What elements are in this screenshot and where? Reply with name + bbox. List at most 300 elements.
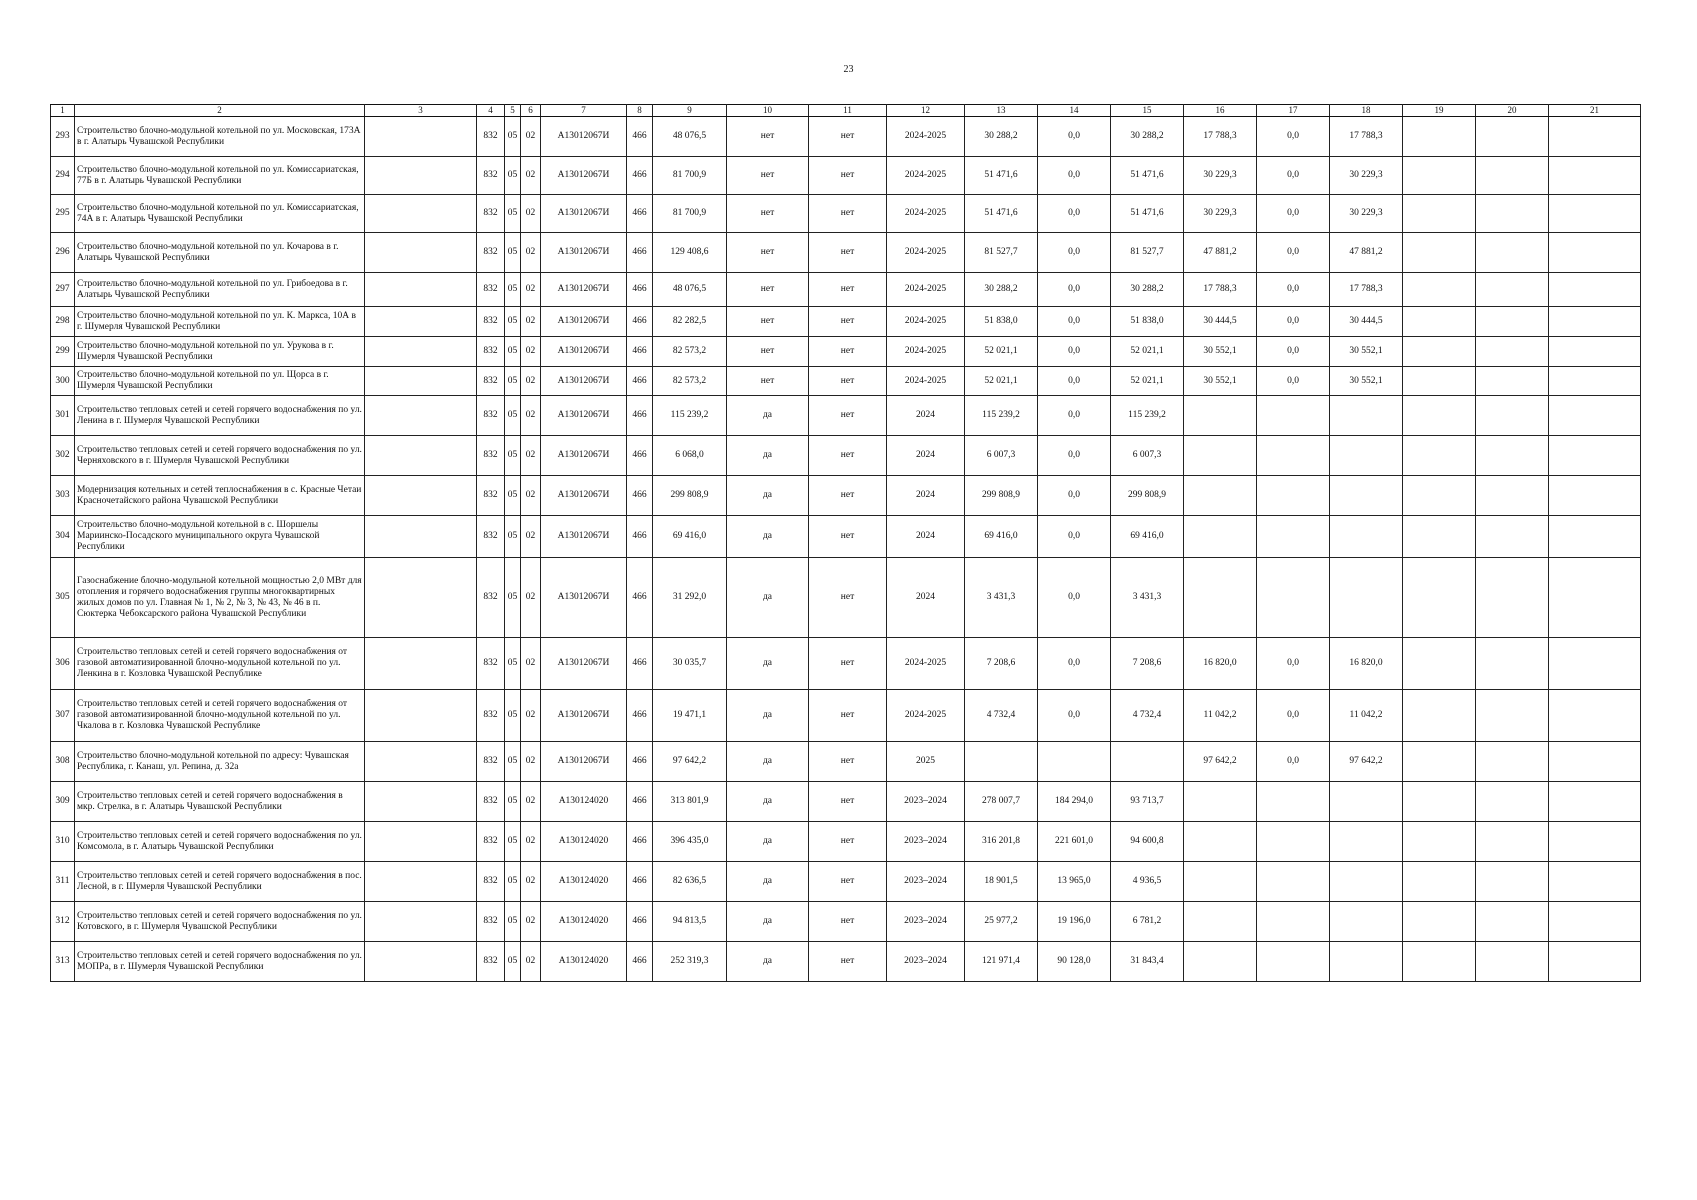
cell-col-4: 832: [477, 195, 505, 233]
column-header-4: 4: [477, 105, 505, 117]
cell-col-17: [1257, 516, 1330, 558]
cell-col-11: нет: [809, 638, 887, 690]
cell-col-11: нет: [809, 942, 887, 982]
cell-col-18: 11 042,2: [1330, 690, 1403, 742]
cell-col-10: да: [727, 782, 809, 822]
cell-col-12: 2024: [887, 436, 965, 476]
cell-col-21: [1549, 273, 1641, 307]
cell-col-15: 51 471,6: [1111, 195, 1184, 233]
cell-col-15: 6 007,3: [1111, 436, 1184, 476]
cell-col-9: 82 573,2: [653, 337, 727, 367]
cell-col-14: 19 196,0: [1038, 902, 1111, 942]
cell-col-21: [1549, 337, 1641, 367]
cell-col-17: [1257, 782, 1330, 822]
object-name-cell: Строительство блочно-модульной котельной по ул. Грибоедова в г. Алатырь Чувашской Республики: [75, 273, 365, 307]
cell-col-12: 2024-2025: [887, 233, 965, 273]
cell-col-21: [1549, 902, 1641, 942]
cell-col-6: 02: [521, 367, 541, 396]
column-header-18: 18: [1330, 105, 1403, 117]
row-number-cell: 307: [51, 690, 75, 742]
cell-col-20: [1476, 273, 1549, 307]
cell-col-20: [1476, 516, 1549, 558]
cell-col-19: [1403, 337, 1476, 367]
cell-col-14: 0,0: [1038, 690, 1111, 742]
object-name-cell: Строительство блочно-модульной котельной по ул. Московская, 173А в г. Алатырь Чувашской Республики: [75, 117, 365, 157]
cell-col-18: [1330, 436, 1403, 476]
cell-col-6: 02: [521, 690, 541, 742]
cell-col-18: [1330, 396, 1403, 436]
cell-col-16: [1184, 396, 1257, 436]
cell-col-3: [365, 516, 477, 558]
cell-col-3: [365, 942, 477, 982]
cell-col-14: 0,0: [1038, 558, 1111, 638]
cell-col-17: [1257, 902, 1330, 942]
cell-col-7: А130124020: [541, 942, 627, 982]
cell-col-9: 69 416,0: [653, 516, 727, 558]
table-row: [51, 638, 1641, 690]
object-name-cell: Модернизация котельных и сетей теплоснабжения в с. Красные Четаи Красночетайского района Чувашской Республики: [75, 476, 365, 516]
cell-col-7: А13012067И: [541, 233, 627, 273]
cell-col-8: 466: [627, 436, 653, 476]
cell-col-14: 0,0: [1038, 117, 1111, 157]
cell-col-6: 02: [521, 436, 541, 476]
cell-col-7: А13012067И: [541, 476, 627, 516]
cell-col-14: 221 601,0: [1038, 822, 1111, 862]
cell-col-4: 832: [477, 117, 505, 157]
cell-col-16: 30 229,3: [1184, 195, 1257, 233]
cell-col-12: 2024: [887, 476, 965, 516]
cell-col-6: 02: [521, 822, 541, 862]
investment-projects-table: [50, 104, 1641, 982]
column-header-19: 19: [1403, 105, 1476, 117]
cell-col-3: [365, 558, 477, 638]
column-number-header-row: [51, 105, 1641, 117]
table-row: [51, 558, 1641, 638]
cell-col-21: [1549, 742, 1641, 782]
cell-col-6: 02: [521, 337, 541, 367]
cell-col-12: 2025: [887, 742, 965, 782]
cell-col-20: [1476, 195, 1549, 233]
cell-col-21: [1549, 367, 1641, 396]
object-name-cell: Строительство тепловых сетей и сетей горячего водоснабжения по ул. Комсомола, в г. Алатырь Чувашской Республики: [75, 822, 365, 862]
cell-col-10: нет: [727, 157, 809, 195]
cell-col-5: 05: [505, 273, 521, 307]
cell-col-10: нет: [727, 367, 809, 396]
cell-col-9: 31 292,0: [653, 558, 727, 638]
cell-col-3: [365, 690, 477, 742]
cell-col-5: 05: [505, 396, 521, 436]
cell-col-20: [1476, 476, 1549, 516]
cell-col-3: [365, 273, 477, 307]
object-name-cell: Газоснабжение блочно-модульной котельной мощностью 2,0 МВт для отопления и горячего водоснабжения группы многоквартирных жилых домов по ул. Главная № 1, № 2, № 3, № 43, № 46 в п. Сюктерка Чебоксарского района Чувашской Республики: [75, 558, 365, 638]
cell-col-13: 299 808,9: [965, 476, 1038, 516]
cell-col-11: нет: [809, 195, 887, 233]
cell-col-9: 252 319,3: [653, 942, 727, 982]
table-row: [51, 117, 1641, 157]
cell-col-7: А130124020: [541, 862, 627, 902]
cell-col-12: 2023–2024: [887, 862, 965, 902]
cell-col-11: нет: [809, 902, 887, 942]
cell-col-16: 47 881,2: [1184, 233, 1257, 273]
table-row: [51, 307, 1641, 337]
object-name-cell: Строительство тепловых сетей и сетей горячего водоснабжения по ул. МОПРа, в г. Шумерля Чувашской Республики: [75, 942, 365, 982]
cell-col-8: 466: [627, 742, 653, 782]
cell-col-10: да: [727, 476, 809, 516]
cell-col-7: А13012067И: [541, 367, 627, 396]
cell-col-16: 17 788,3: [1184, 273, 1257, 307]
cell-col-21: [1549, 942, 1641, 982]
cell-col-17: [1257, 476, 1330, 516]
cell-col-18: 30 552,1: [1330, 337, 1403, 367]
object-name-cell: Строительство блочно-модульной котельной по ул. Щорса в г. Шумерля Чувашской Республики: [75, 367, 365, 396]
cell-col-16: 30 552,1: [1184, 367, 1257, 396]
cell-col-5: 05: [505, 742, 521, 782]
cell-col-13: 51 838,0: [965, 307, 1038, 337]
cell-col-3: [365, 638, 477, 690]
cell-col-8: 466: [627, 690, 653, 742]
cell-col-8: 466: [627, 942, 653, 982]
cell-col-15: 52 021,1: [1111, 337, 1184, 367]
cell-col-10: нет: [727, 273, 809, 307]
cell-col-16: 30 552,1: [1184, 337, 1257, 367]
cell-col-16: [1184, 436, 1257, 476]
cell-col-4: 832: [477, 337, 505, 367]
column-header-9: 9: [653, 105, 727, 117]
cell-col-5: 05: [505, 337, 521, 367]
table-row: [51, 367, 1641, 396]
cell-col-16: [1184, 558, 1257, 638]
cell-col-5: 05: [505, 638, 521, 690]
cell-col-8: 466: [627, 117, 653, 157]
cell-col-3: [365, 822, 477, 862]
cell-col-18: [1330, 942, 1403, 982]
column-header-1: 1: [51, 105, 75, 117]
cell-col-5: 05: [505, 862, 521, 902]
cell-col-3: [365, 195, 477, 233]
cell-col-7: А13012067И: [541, 638, 627, 690]
cell-col-8: 466: [627, 233, 653, 273]
row-number-cell: 301: [51, 396, 75, 436]
column-header-15: 15: [1111, 105, 1184, 117]
cell-col-11: нет: [809, 782, 887, 822]
cell-col-6: 02: [521, 396, 541, 436]
cell-col-13: 115 239,2: [965, 396, 1038, 436]
cell-col-13: 3 431,3: [965, 558, 1038, 638]
cell-col-21: [1549, 638, 1641, 690]
cell-col-15: 3 431,3: [1111, 558, 1184, 638]
cell-col-21: [1549, 690, 1641, 742]
cell-col-8: 466: [627, 782, 653, 822]
cell-col-9: 48 076,5: [653, 273, 727, 307]
row-number-cell: 298: [51, 307, 75, 337]
object-name-cell: Строительство блочно-модульной котельной в с. Шоршелы Мариинско-Посадского муниципального округа Чувашской Республики: [75, 516, 365, 558]
cell-col-21: [1549, 558, 1641, 638]
cell-col-17: 0,0: [1257, 307, 1330, 337]
cell-col-18: [1330, 902, 1403, 942]
cell-col-3: [365, 233, 477, 273]
cell-col-14: 0,0: [1038, 337, 1111, 367]
cell-col-10: да: [727, 942, 809, 982]
cell-col-13: 4 732,4: [965, 690, 1038, 742]
cell-col-13: 51 471,6: [965, 195, 1038, 233]
cell-col-3: [365, 396, 477, 436]
cell-col-18: [1330, 862, 1403, 902]
cell-col-9: 129 408,6: [653, 233, 727, 273]
cell-col-15: 30 288,2: [1111, 117, 1184, 157]
cell-col-16: 16 820,0: [1184, 638, 1257, 690]
cell-col-20: [1476, 367, 1549, 396]
cell-col-5: 05: [505, 436, 521, 476]
column-header-21: 21: [1549, 105, 1641, 117]
cell-col-12: 2024-2025: [887, 273, 965, 307]
cell-col-3: [365, 157, 477, 195]
cell-col-21: [1549, 516, 1641, 558]
cell-col-5: 05: [505, 117, 521, 157]
column-header-11: 11: [809, 105, 887, 117]
cell-col-8: 466: [627, 396, 653, 436]
cell-col-8: 466: [627, 902, 653, 942]
cell-col-4: 832: [477, 782, 505, 822]
cell-col-18: 47 881,2: [1330, 233, 1403, 273]
row-number-cell: 305: [51, 558, 75, 638]
cell-col-15: 94 600,8: [1111, 822, 1184, 862]
table-row: [51, 862, 1641, 902]
cell-col-13: 25 977,2: [965, 902, 1038, 942]
cell-col-8: 466: [627, 157, 653, 195]
cell-col-11: нет: [809, 558, 887, 638]
cell-col-7: А13012067И: [541, 436, 627, 476]
cell-col-3: [365, 367, 477, 396]
cell-col-10: да: [727, 690, 809, 742]
cell-col-5: 05: [505, 782, 521, 822]
cell-col-17: 0,0: [1257, 195, 1330, 233]
table-body: [51, 117, 1641, 982]
object-name-cell: Строительство блочно-модульной котельной по адресу: Чувашская Республика, г. Канаш, ул. Репина, д. 32а: [75, 742, 365, 782]
row-number-cell: 311: [51, 862, 75, 902]
cell-col-14: [1038, 742, 1111, 782]
cell-col-12: 2024-2025: [887, 157, 965, 195]
cell-col-18: 30 444,5: [1330, 307, 1403, 337]
cell-col-4: 832: [477, 862, 505, 902]
cell-col-13: 6 007,3: [965, 436, 1038, 476]
cell-col-14: 0,0: [1038, 367, 1111, 396]
cell-col-4: 832: [477, 233, 505, 273]
cell-col-4: 832: [477, 742, 505, 782]
cell-col-16: [1184, 862, 1257, 902]
cell-col-17: [1257, 396, 1330, 436]
cell-col-20: [1476, 436, 1549, 476]
cell-col-19: [1403, 273, 1476, 307]
cell-col-9: 30 035,7: [653, 638, 727, 690]
cell-col-4: 832: [477, 436, 505, 476]
cell-col-11: нет: [809, 157, 887, 195]
table-row: [51, 516, 1641, 558]
cell-col-19: [1403, 782, 1476, 822]
cell-col-16: [1184, 516, 1257, 558]
cell-col-10: нет: [727, 337, 809, 367]
cell-col-11: нет: [809, 367, 887, 396]
cell-col-18: 16 820,0: [1330, 638, 1403, 690]
cell-col-11: нет: [809, 742, 887, 782]
cell-col-12: 2024-2025: [887, 337, 965, 367]
cell-col-13: 18 901,5: [965, 862, 1038, 902]
cell-col-7: А13012067И: [541, 273, 627, 307]
cell-col-14: 0,0: [1038, 195, 1111, 233]
cell-col-13: 30 288,2: [965, 117, 1038, 157]
cell-col-19: [1403, 157, 1476, 195]
cell-col-7: А130124020: [541, 782, 627, 822]
cell-col-19: [1403, 117, 1476, 157]
row-number-cell: 294: [51, 157, 75, 195]
cell-col-13: 278 007,7: [965, 782, 1038, 822]
cell-col-16: [1184, 942, 1257, 982]
cell-col-20: [1476, 337, 1549, 367]
cell-col-19: [1403, 396, 1476, 436]
cell-col-20: [1476, 902, 1549, 942]
cell-col-15: 31 843,4: [1111, 942, 1184, 982]
object-name-cell: Строительство блочно-модульной котельной по ул. К. Маркса, 10А в г. Шумерля Чувашской Республики: [75, 307, 365, 337]
cell-col-16: [1184, 476, 1257, 516]
column-header-5: 5: [505, 105, 521, 117]
cell-col-19: [1403, 690, 1476, 742]
cell-col-12: 2024-2025: [887, 367, 965, 396]
table-row: [51, 690, 1641, 742]
object-name-cell: Строительство блочно-модульной котельной по ул. Комиссариатская, 74А в г. Алатырь Чувашской Республики: [75, 195, 365, 233]
cell-col-12: 2024-2025: [887, 195, 965, 233]
cell-col-10: да: [727, 822, 809, 862]
cell-col-19: [1403, 436, 1476, 476]
cell-col-16: 97 642,2: [1184, 742, 1257, 782]
cell-col-14: 184 294,0: [1038, 782, 1111, 822]
row-number-cell: 303: [51, 476, 75, 516]
cell-col-12: 2024: [887, 516, 965, 558]
column-header-12: 12: [887, 105, 965, 117]
cell-col-11: нет: [809, 337, 887, 367]
cell-col-8: 466: [627, 367, 653, 396]
cell-col-18: 30 229,3: [1330, 195, 1403, 233]
cell-col-12: 2023–2024: [887, 902, 965, 942]
cell-col-14: 0,0: [1038, 157, 1111, 195]
cell-col-10: нет: [727, 195, 809, 233]
cell-col-19: [1403, 902, 1476, 942]
cell-col-18: [1330, 822, 1403, 862]
column-header-17: 17: [1257, 105, 1330, 117]
cell-col-4: 832: [477, 476, 505, 516]
cell-col-19: [1403, 307, 1476, 337]
cell-col-15: 93 713,7: [1111, 782, 1184, 822]
cell-col-7: А13012067И: [541, 516, 627, 558]
cell-col-15: 4 732,4: [1111, 690, 1184, 742]
cell-col-4: 832: [477, 396, 505, 436]
cell-col-18: 30 552,1: [1330, 367, 1403, 396]
cell-col-8: 466: [627, 862, 653, 902]
cell-col-4: 832: [477, 273, 505, 307]
cell-col-13: 30 288,2: [965, 273, 1038, 307]
cell-col-15: 4 936,5: [1111, 862, 1184, 902]
cell-col-10: да: [727, 638, 809, 690]
cell-col-6: 02: [521, 117, 541, 157]
cell-col-17: [1257, 862, 1330, 902]
cell-col-14: 0,0: [1038, 476, 1111, 516]
cell-col-10: да: [727, 902, 809, 942]
cell-col-4: 832: [477, 157, 505, 195]
cell-col-8: 466: [627, 638, 653, 690]
cell-col-21: [1549, 307, 1641, 337]
cell-col-8: 466: [627, 307, 653, 337]
cell-col-11: нет: [809, 516, 887, 558]
object-name-cell: Строительство блочно-модульной котельной по ул. Урукова в г. Шумерля Чувашской Республики: [75, 337, 365, 367]
cell-col-4: 832: [477, 558, 505, 638]
cell-col-20: [1476, 822, 1549, 862]
cell-col-20: [1476, 157, 1549, 195]
column-header-2: 2: [75, 105, 365, 117]
cell-col-17: 0,0: [1257, 273, 1330, 307]
cell-col-4: 832: [477, 942, 505, 982]
table-row: [51, 157, 1641, 195]
table-row: [51, 436, 1641, 476]
cell-col-3: [365, 117, 477, 157]
column-header-3: 3: [365, 105, 477, 117]
cell-col-16: [1184, 782, 1257, 822]
cell-col-18: [1330, 782, 1403, 822]
cell-col-4: 832: [477, 638, 505, 690]
cell-col-5: 05: [505, 476, 521, 516]
cell-col-5: 05: [505, 822, 521, 862]
object-name-cell: Строительство тепловых сетей и сетей горячего водоснабжения по ул. Ленина в г. Шумерля Чувашской Республики: [75, 396, 365, 436]
cell-col-17: 0,0: [1257, 157, 1330, 195]
cell-col-5: 05: [505, 233, 521, 273]
cell-col-15: 7 208,6: [1111, 638, 1184, 690]
table-row: [51, 396, 1641, 436]
object-name-cell: Строительство тепловых сетей и сетей горячего водоснабжения по ул. Котовского, в г. Шумерля Чувашской Республики: [75, 902, 365, 942]
cell-col-10: да: [727, 558, 809, 638]
cell-col-10: да: [727, 516, 809, 558]
cell-col-4: 832: [477, 902, 505, 942]
cell-col-19: [1403, 476, 1476, 516]
cell-col-6: 02: [521, 558, 541, 638]
row-number-cell: 306: [51, 638, 75, 690]
cell-col-6: 02: [521, 902, 541, 942]
cell-col-5: 05: [505, 516, 521, 558]
cell-col-18: 97 642,2: [1330, 742, 1403, 782]
cell-col-6: 02: [521, 307, 541, 337]
cell-col-10: да: [727, 396, 809, 436]
cell-col-3: [365, 902, 477, 942]
table-row: [51, 782, 1641, 822]
cell-col-5: 05: [505, 690, 521, 742]
cell-col-8: 466: [627, 195, 653, 233]
cell-col-19: [1403, 233, 1476, 273]
cell-col-6: 02: [521, 516, 541, 558]
cell-col-16: 30 444,5: [1184, 307, 1257, 337]
cell-col-11: нет: [809, 822, 887, 862]
cell-col-11: нет: [809, 476, 887, 516]
cell-col-7: А13012067И: [541, 396, 627, 436]
cell-col-13: 316 201,8: [965, 822, 1038, 862]
cell-col-10: да: [727, 862, 809, 902]
cell-col-12: 2023–2024: [887, 822, 965, 862]
cell-col-19: [1403, 516, 1476, 558]
cell-col-5: 05: [505, 902, 521, 942]
cell-col-9: 81 700,9: [653, 195, 727, 233]
row-number-cell: 297: [51, 273, 75, 307]
cell-col-15: 69 416,0: [1111, 516, 1184, 558]
column-header-7: 7: [541, 105, 627, 117]
cell-col-17: 0,0: [1257, 367, 1330, 396]
cell-col-7: А13012067И: [541, 157, 627, 195]
table-row: [51, 273, 1641, 307]
cell-col-17: 0,0: [1257, 233, 1330, 273]
